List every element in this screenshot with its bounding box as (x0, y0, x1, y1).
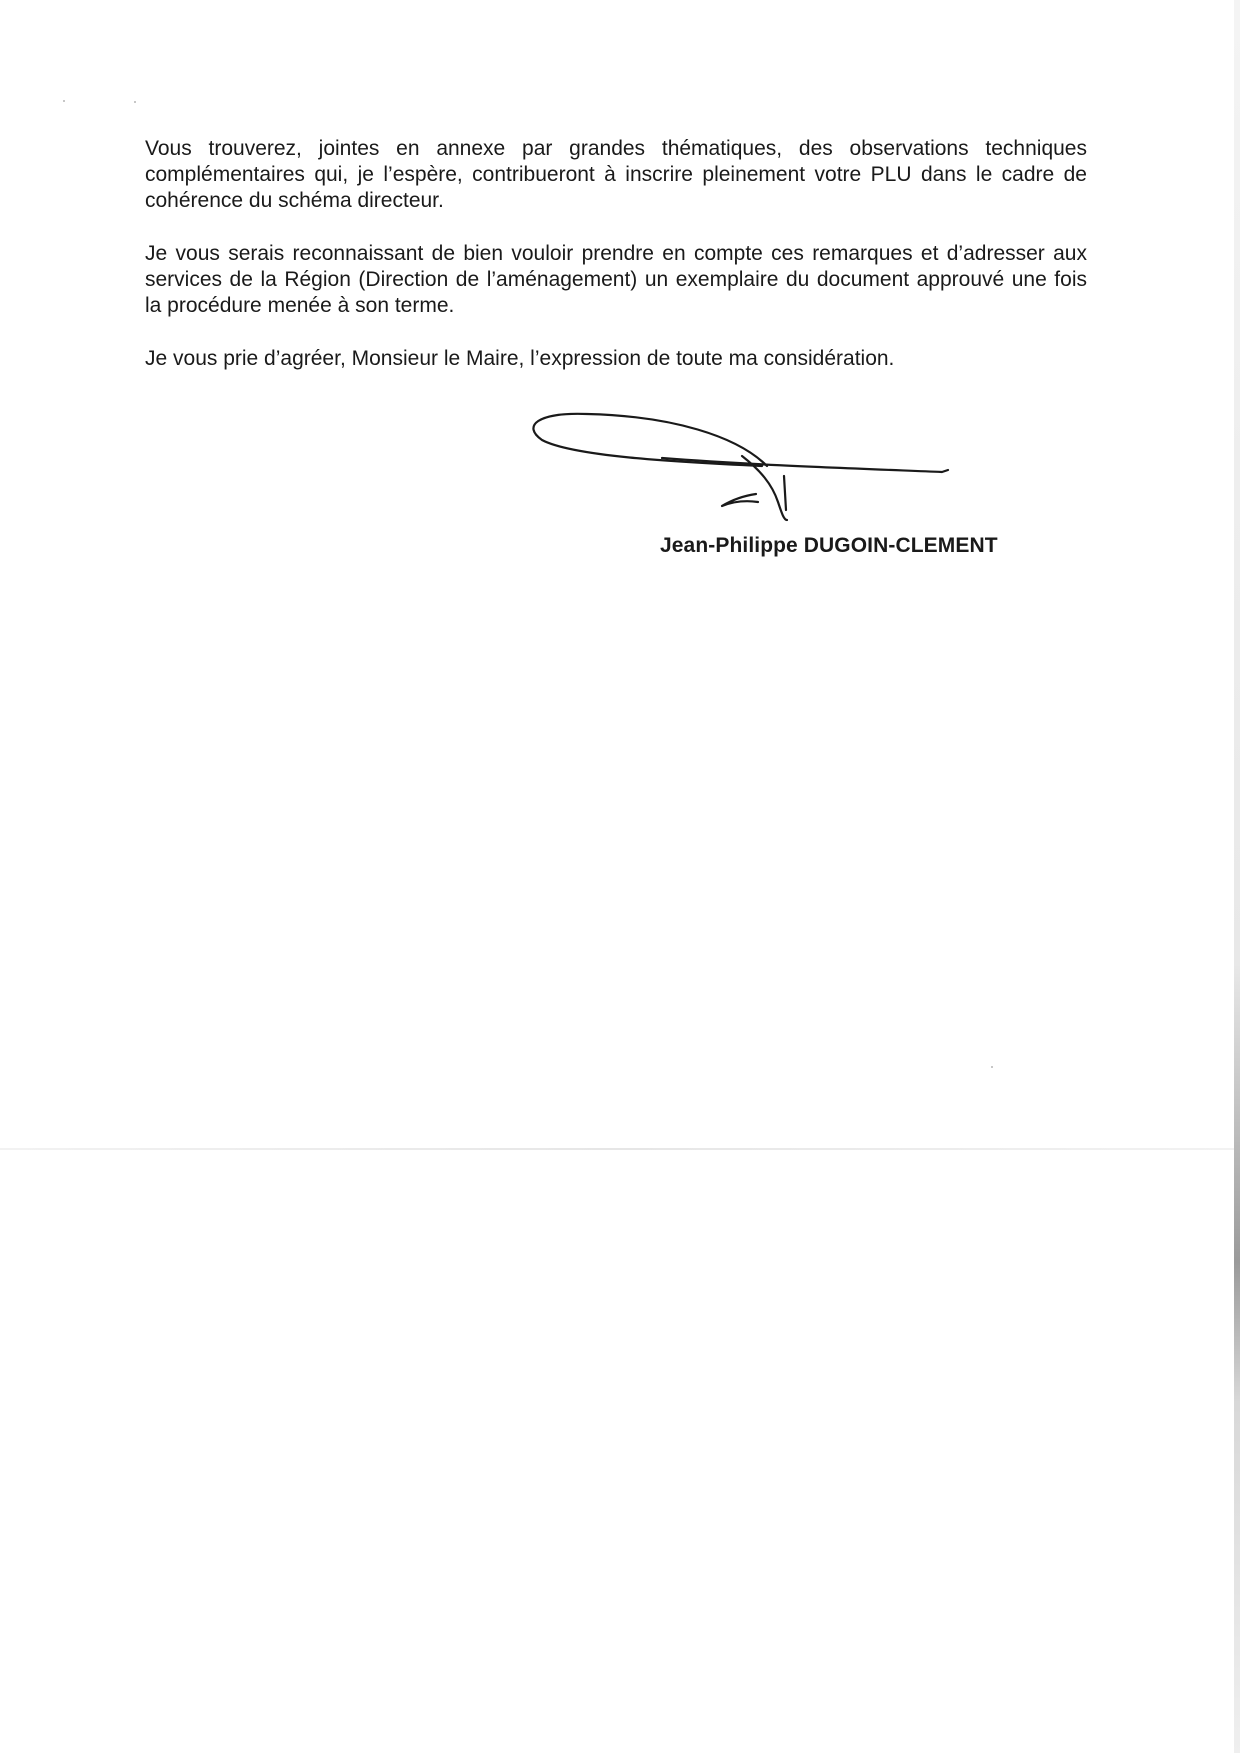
signature-upper-loop (533, 414, 767, 466)
signature-tick (784, 476, 786, 510)
handwritten-signature (512, 406, 952, 526)
paragraph-closing-formula: Je vous prie d’agréer, Monsieur le Maire, l’expression de toute ma considération. (145, 347, 895, 370)
scan-speck (63, 100, 65, 102)
scan-fold-line (0, 1148, 1240, 1150)
paragraph-annex-observations: Vous trouverez, jointes en annexe par grandes thématiques, des observations techniques complémentaires qui, je l’espère, contribueront à inscrire pleinement votre PLU dans le cadre de cohérence du schéma directeur. (145, 137, 1087, 212)
signer-name: Jean-Philippe DUGOIN-CLEMENT (660, 534, 998, 557)
signature-hook (722, 494, 758, 506)
scan-right-edge (1234, 0, 1240, 1753)
paragraph-request-copy: Je vous serais reconnaissant de bien vouloir prendre en compte ces remarques et d’adresser aux services de la Région (Direction de l’aménagement) un exemplaire du document approuvé une fois la procédure menée à son terme. (145, 242, 1087, 317)
scan-speck (134, 101, 136, 103)
scan-speck (991, 1066, 993, 1068)
letter-body (145, 136, 1087, 399)
signature-horizontal-stroke (662, 458, 948, 472)
